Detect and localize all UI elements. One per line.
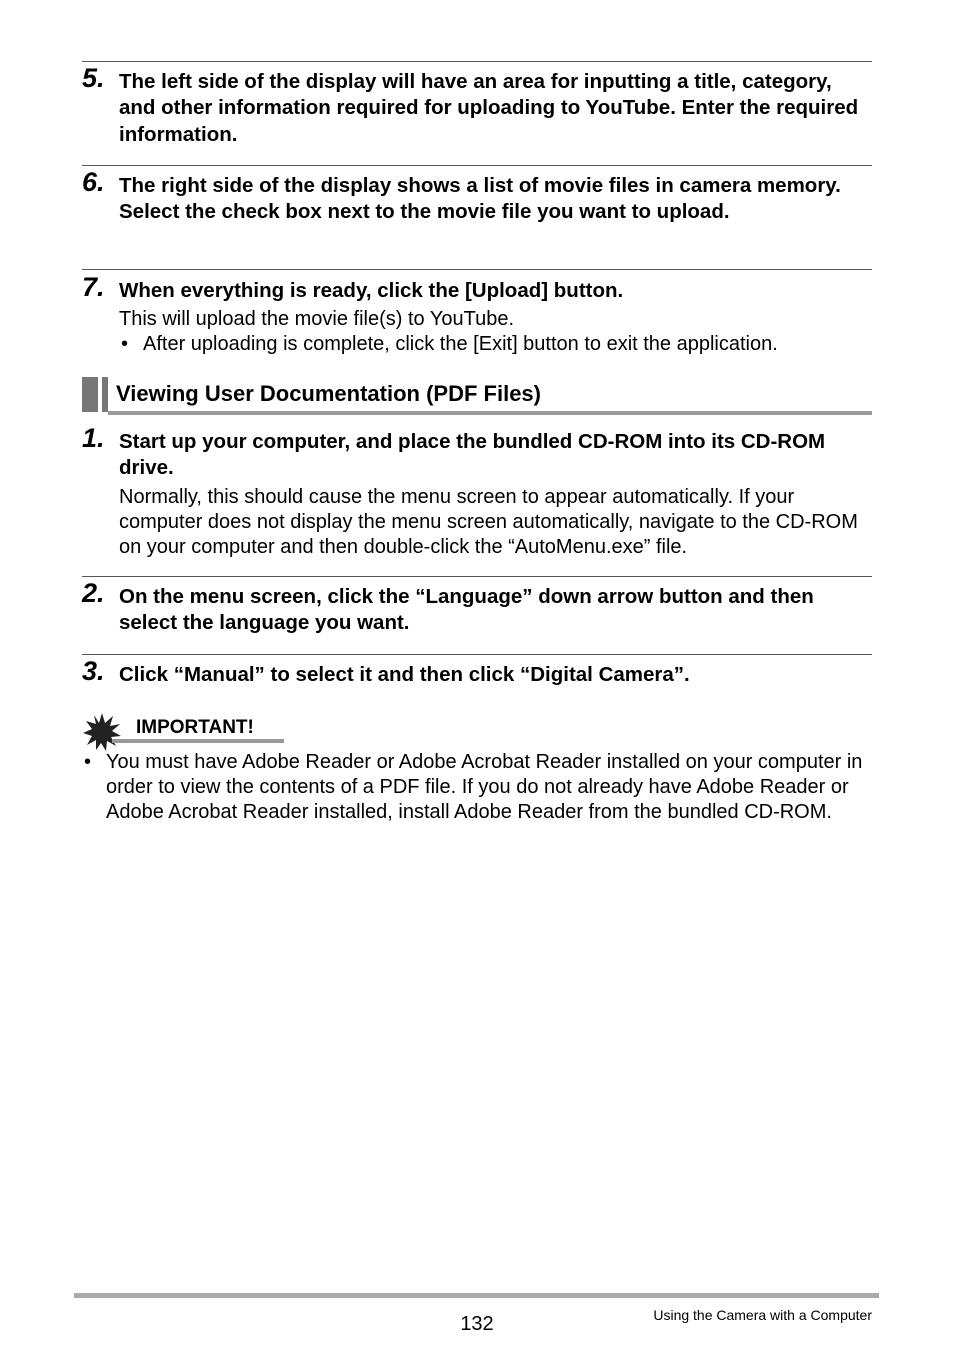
section-title: Viewing User Documentation (PDF Files) <box>116 381 541 406</box>
step-6 <box>82 167 872 226</box>
step-number: 5. <box>82 63 105 93</box>
bullet-glyph: • <box>121 333 129 356</box>
step-number: 6. <box>82 167 105 197</box>
section-heading <box>82 376 872 414</box>
step-3 <box>82 656 872 688</box>
step-title: When everything is ready, click the [Upload] button. <box>119 279 624 302</box>
step-title: On the menu screen, click the “Language” down arrow button and then select the language you want. <box>119 585 814 635</box>
heading-underline <box>108 411 872 415</box>
divider <box>82 165 872 166</box>
divider <box>82 576 872 577</box>
step-title: The left side of the display will have an area for inputting a title, category, and other information required for uploading to YouTube. Enter the required information. <box>119 70 859 146</box>
starburst-icon <box>82 712 122 752</box>
important-title: IMPORTANT! <box>136 717 254 738</box>
page-number: 132 <box>460 1313 494 1335</box>
divider-top <box>82 61 872 62</box>
step-7 <box>82 272 872 357</box>
step-title: Start up your computer, and place the bundled CD-ROM into its CD-ROM drive. <box>119 430 826 480</box>
step-body-text: This will upload the movie file(s) to YouTube. <box>119 308 515 331</box>
bullet-text: After uploading is complete, click the [Exit] button to exit the application. <box>143 333 778 356</box>
step-title: The right side of the display shows a list of movie files in camera memory. Select the check box next to the movie file you want to upload. <box>119 174 841 224</box>
step-title: Click “Manual” to select it and then click “Digital Camera”. <box>119 663 690 686</box>
step-number: 1. <box>82 423 105 453</box>
heading-bar-icon <box>82 377 98 412</box>
heading-bar-icon <box>102 377 108 412</box>
step-1 <box>82 423 872 560</box>
step-number: 3. <box>82 656 105 686</box>
step-body: Normally, this should cause the menu screen to appear automatically. If your computer does not display the menu screen automatically, navigate to the CD-ROM on your computer and then double-click the “AutoMenu.exe” file. <box>119 485 858 558</box>
footer-section-title: Using the Camera with a Computer <box>653 1307 872 1323</box>
bullet-item <box>82 750 872 825</box>
step-number: 7. <box>82 272 105 302</box>
step-5 <box>82 63 872 148</box>
bullet-glyph: • <box>84 751 92 773</box>
step-number: 2. <box>82 578 105 608</box>
bullet-item <box>119 332 872 357</box>
divider <box>82 269 872 270</box>
step-body <box>119 307 872 357</box>
important-note <box>82 750 872 825</box>
footer-rule <box>74 1293 879 1298</box>
bullet-text: You must have Adobe Reader or Adobe Acrobat Reader installed on your computer in order to view the contents of a PDF file. If you do not already have Adobe Reader or Adobe Acrobat Reader installed, install Adobe Reader from the bundled CD-ROM. <box>106 751 863 823</box>
step-2 <box>82 578 872 637</box>
divider <box>82 654 872 655</box>
important-label <box>82 712 292 748</box>
